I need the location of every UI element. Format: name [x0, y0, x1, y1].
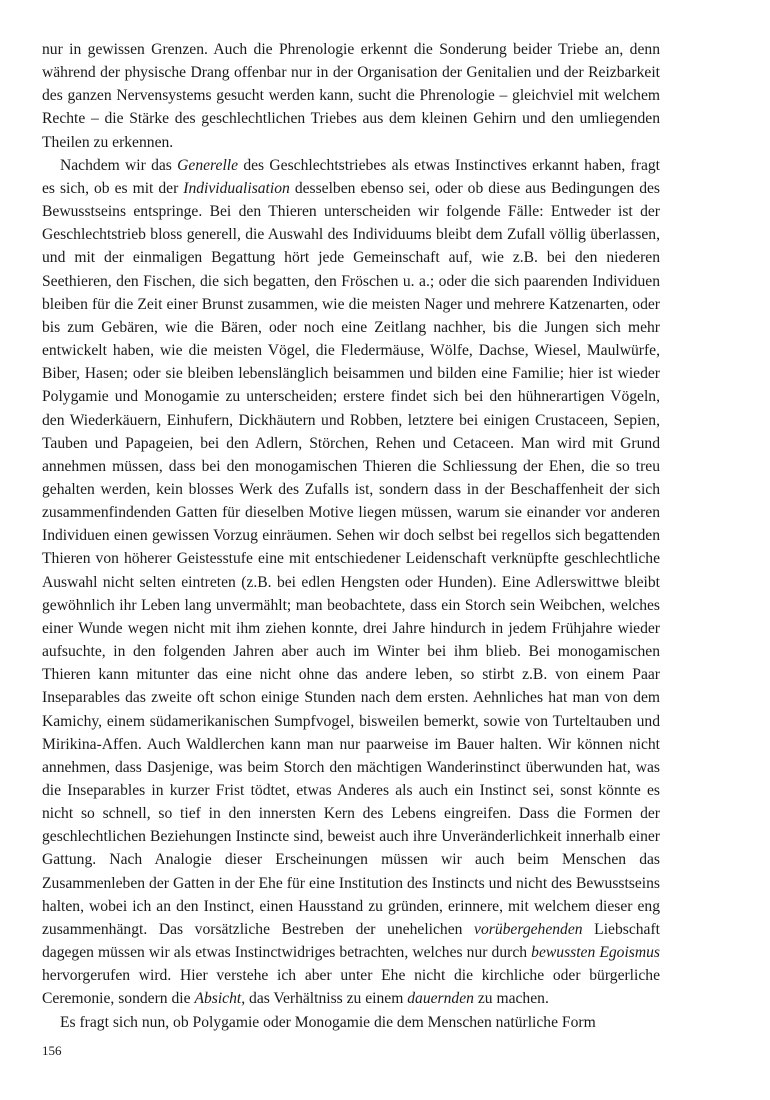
text-run: , das Verhältniss zu einem	[241, 990, 408, 1008]
page-number: 156	[42, 1043, 62, 1058]
paragraph	[42, 1011, 660, 1034]
italic-text: dauernden	[407, 990, 474, 1008]
paragraph	[42, 154, 660, 1011]
italic-text: vorübergehenden	[474, 920, 583, 938]
text-run: Nachdem wir das	[60, 156, 178, 174]
text-run: zu machen.	[473, 990, 549, 1008]
text-run: hervorgerufen wird. Hier verstehe ich aber unter Ehe nicht die kirchliche oder bürgerliche Ceremonie, sondern die	[42, 967, 660, 1008]
page-body	[42, 38, 660, 1034]
italic-text: Absicht	[194, 990, 242, 1008]
italic-text: bewussten Egoismus	[531, 944, 661, 962]
paragraph	[42, 38, 660, 154]
text-run: desselben ebenso sei, oder ob diese aus Bedingungen des Bewusstseins entspringe. Bei den Thieren unterscheiden wir folgende Fälle: Entweder ist der Geschlechtstrieb bloss generell, die Auswahl des Individuums bleibt dem Zufall völlig überlassen, und mit der einmaligen Begattung hört jede Gemeinschaft auf, wie z.B. bei den niederen Seethieren, den Fischen, die sich begatten, den Fröschen u. a.; oder die sich paarenden Individuen bleiben für die Zeit einer Brunst zusammen, wie die meisten Nager und mehrere Katzenarten, oder bis zum Gebären, wie die Bären, oder noch eine Zeitlang nachher, bis die Jungen sich mehr entwickelt haben, wie die meisten Vögel, die Fledermäuse, Wölfe, Dachse, Wiesel, Maulwürfe, Biber, Hasen; oder sie bleiben lebenslänglich beisammen und bilden eine Familie; hier ist wieder Polygamie und Monogamie zu unterscheiden; erstere findet sich bei den hühnerartigen Vögeln, den Wiederkäuern, Einhufern, Dickhäutern und Robben, letztere bei einigen Crustaceen, Sepien, Tauben und Papageien, bei den Adlern, Störchen, Rehen und Cetaceen. Man wird mit Grund annehmen müssen, dass bei den monogamischen Thieren die Schliessung der Ehen, die so treu gehalten werden, kein blosses Werk des Zufalls ist, sondern dass in der Beschaffenheit der sich zusammenfindenden Gatten für dieselben Motive liegen müssen, warum sie einander vor anderen Individuen einen gewissen Vorzug einräumen. Sehen wir doch selbst bei regellos sich begattenden Thieren von höherer Geistesstufe eine mit entschiedener Leidenschaft verknüpfte geschlechtliche Auswahl nicht selten eintreten (z.B. bei edlen Hengsten oder Hunden). Eine Adlerswittwe bleibt gewöhnlich ihr Leben lang unvermählt; man beobachtete, dass ein Storch sein Weibchen, welches einer Wunde wegen nicht mit ihm ziehen konnte, drei Jahre hindurch in jedem Frühjahre wieder aufsuchte, in den folgenden Jahren aber auch im Winter bei ihm blieb. Bei monogamischen Thieren kann mitunter das eine nicht ohne das andere leben, so stirbt z.B. von einem Paar Inseparables das zweite oft schon einige Stunden nach dem ersten. Aehnliches hat man von dem Kamichy, einem südamerikanischen Sumpfvogel, bisweilen bemerkt, sowie von Turteltauben und Mirikina-Affen. Auch Waldlerchen kann man nur paarweise im Bauer halten. Wir können nicht annehmen, dass Dasjenige, was beim Storch den mächtigen Wanderinstinct überwunden hat, was die Inseparables in kurzer Frist tödtet, etwas Anderes als auch ein Instinct sei, sonst könnte es nicht so schnell, so tief in den innersten Kern des Lebens eingreifen. Dass die Formen der geschlechtlichen Beziehungen Instincte sind, beweist auch ihre Unveränderlichkeit innerhalb einer Gattung. Nach Analogie dieser Erscheinungen müssen wir auch beim Menschen das Zusammenleben der Gatten in der Ehe für eine Institution des Instincts und nicht des Bewusstseins halten, wobei ich an den Instinct, einen Hausstand zu gründen, erinnere, mit welchem dieser eng zusammenhängt. Das vorsätzliche Bestreben der unehelichen	[42, 179, 660, 938]
italic-text: Individualisation	[183, 179, 290, 197]
italic-text: Generelle	[177, 156, 239, 174]
text-run: nur in gewissen Grenzen. Auch die Phrenologie erkennt die Sonderung beider Triebe an, denn während der physische Drang offenbar nur in der Organisation der Genitalien und der Reizbarkeit des ganzen Nervensystems gesucht werden kann, sucht die Phrenologie – gleichviel mit welchem Rechte – die Stärke des geschlechtlichen Triebes aus dem kleinen Gehirn und den umliegenden Theilen zu erkennen.	[42, 41, 660, 151]
text-run: des Geschlechtstriebes als etwas Instinctives erkannt haben, fragt es sich, ob es mit der	[42, 156, 660, 197]
text-run: Liebschaft dagegen müssen wir als etwas Instinctwidriges betrachten, welches nur durch	[42, 920, 660, 962]
text-run: Es fragt sich nun, ob Polygamie oder Monogamie die dem Menschen natürliche Form	[60, 1013, 596, 1031]
